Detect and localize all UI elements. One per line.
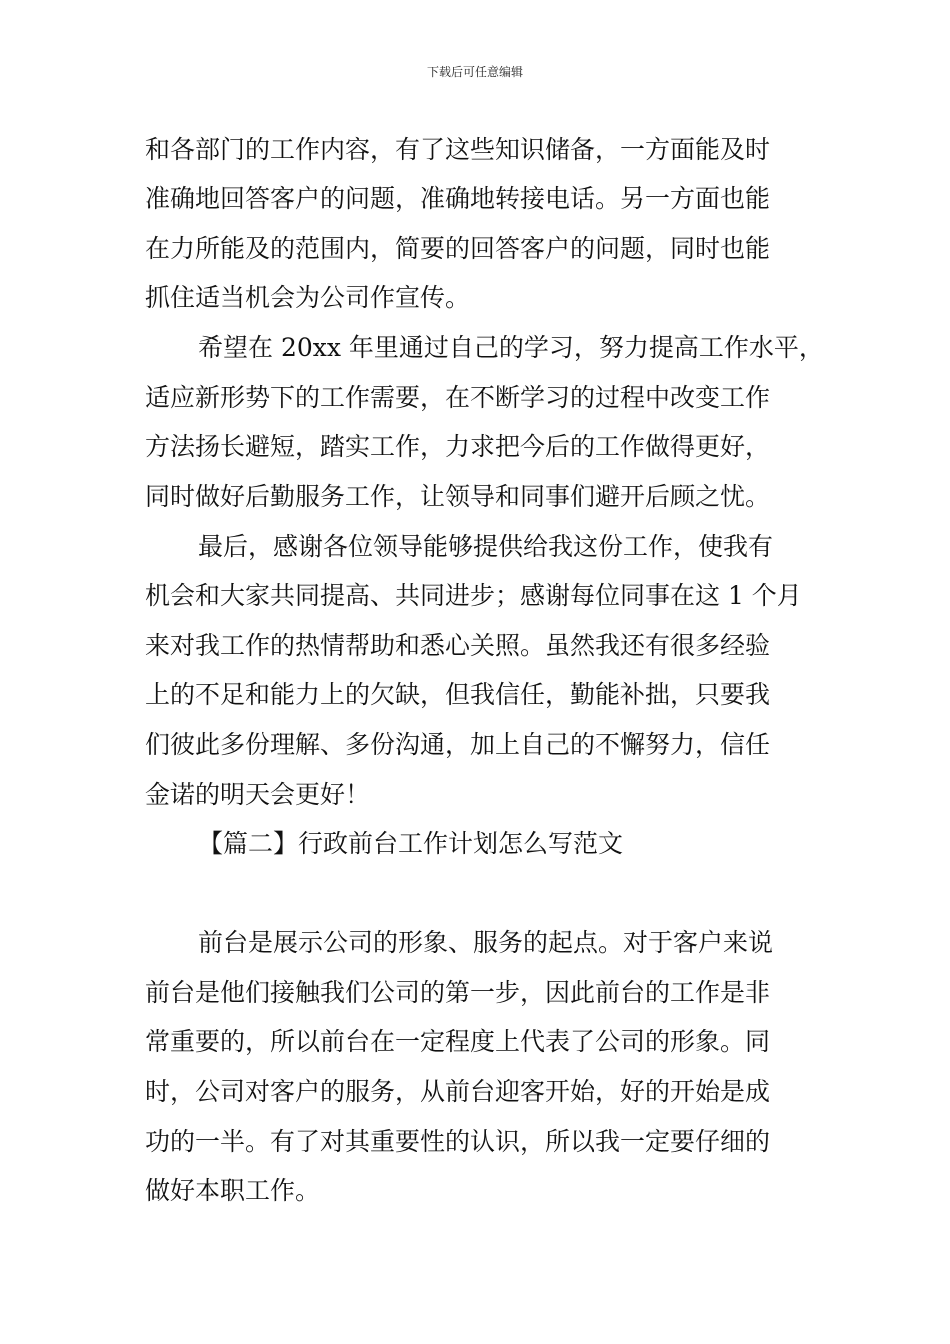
text-line: 做好本职工作。 [145, 1176, 321, 1205]
paragraph-first-line: 最后，感谢各位领导能够提供给我这份工作，使我有 [198, 532, 774, 561]
text-line: 上的不足和能力上的欠缺，但我信任，勤能补拙，只要我 [145, 680, 771, 709]
text-line: 们彼此多份理解、多份沟通，加上自己的不懈努力，信任 [145, 730, 771, 759]
text-line: 常重要的，所以前台在一定程度上代表了公司的形象。同 [145, 1027, 771, 1056]
text-line: 时，公司对客户的服务，从前台迎客开始，好的开始是成 [145, 1077, 771, 1106]
paragraph-first-line: 前台是展示公司的形象、服务的起点。对于客户来说 [198, 928, 774, 957]
text-line: 方法扬长避短，踏实工作，力求把今后的工作做得更好， [145, 432, 771, 461]
text-line: 抓住适当机会为公司作宣传。 [145, 283, 471, 312]
paragraph-first-line: 希望在 20xx 年里通过自己的学习，努力提高工作水平， [198, 333, 824, 362]
text-line: 准确地回答客户的问题，准确地转接电话。另一方面也能 [145, 184, 771, 213]
section-heading: 【篇二】行政前台工作计划怎么写范文 [198, 829, 624, 858]
text-line: 金诺的明天会更好！ [145, 780, 371, 809]
text-line: 在力所能及的范围内，简要的回答客户的问题，同时也能 [145, 234, 771, 263]
text-line: 前台是他们接触我们公司的第一步，因此前台的工作是非 [145, 978, 771, 1007]
text-line: 适应新形势下的工作需要，在不断学习的过程中改变工作 [145, 383, 771, 412]
page-header: 下载后可任意编辑 [426, 65, 523, 79]
text-line: 同时做好后勤服务工作，让领导和同事们避开后顾之忧。 [145, 482, 771, 511]
text-line: 来对我工作的热情帮助和悉心关照。虽然我还有很多经验 [145, 631, 771, 660]
text-line: 功的一半。有了对其重要性的认识，所以我一定要仔细的 [145, 1127, 771, 1156]
text-line: 和各部门的工作内容，有了这些知识储备，一方面能及时 [145, 135, 771, 164]
text-line: 机会和大家共同提高、共同进步；感谢每位同事在这 1 个月 [145, 581, 802, 610]
